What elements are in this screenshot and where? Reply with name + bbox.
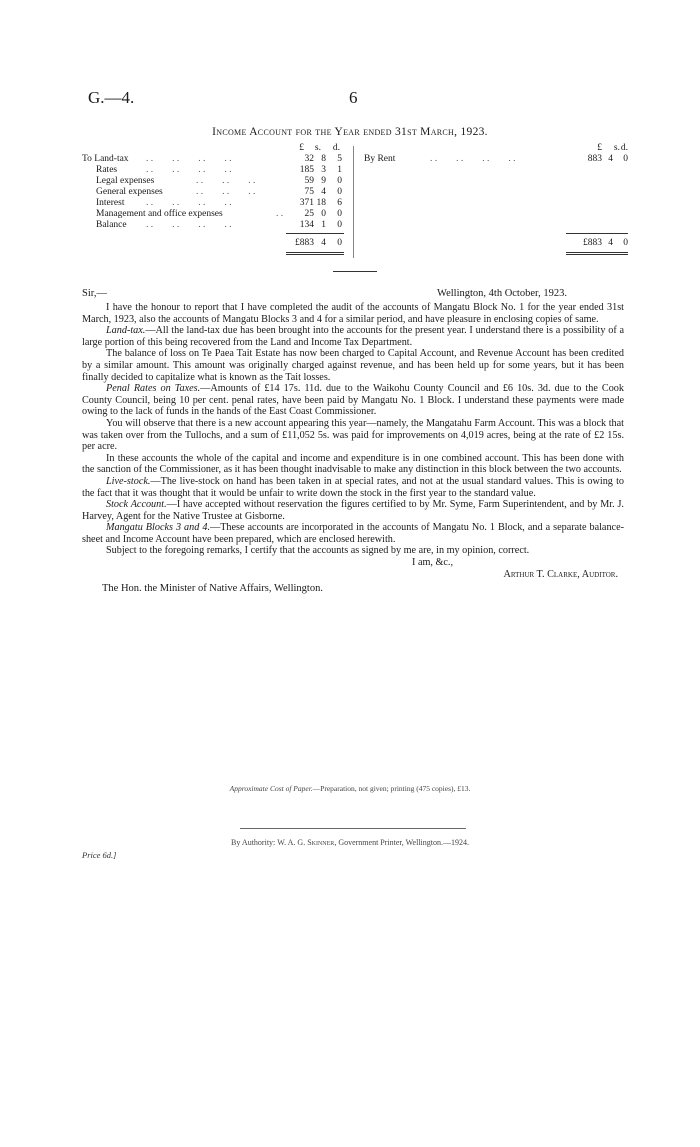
paragraph: In these accounts the whole of the capital and income and expenditure is in one combined account. This has been done with the sanction of the Commissioner, as it has been thought inadvisable to make any distinction in this block between the two accounts. [82, 452, 624, 476]
pence: 1 [337, 165, 342, 175]
paragraph-text: —All the land-tax due has been brought into the accounts for the present year. I understand there is a possibility of a large portion of this being recovered from the Land and Income Tax Department. [82, 325, 624, 348]
pence: 0 [337, 176, 342, 186]
cost-label: Approximate Cost of Paper. [229, 784, 313, 793]
row-label: Management and office expenses [96, 209, 223, 219]
pounds-header: £ [299, 143, 304, 153]
shillings: 9 [321, 176, 326, 186]
pounds: 59 [304, 176, 314, 186]
row-label: Legal expenses [96, 176, 155, 186]
pounds: 25 [304, 209, 314, 219]
section-divider [333, 271, 377, 272]
pence: 0 [623, 238, 628, 248]
authority-suffix: , Government Printer, Wellington.—1924. [334, 838, 469, 847]
paragraph [82, 499, 624, 522]
authority-line [0, 838, 700, 847]
cost-text: —Preparation, not given; printing (475 copies), £13. [312, 784, 471, 793]
signature: Arthur T. Clarke, Auditor. [503, 568, 618, 580]
pounds: £883 [295, 238, 314, 248]
paragraph [82, 325, 624, 348]
page-number: 6 [349, 88, 358, 107]
paragraph-text: —These accounts are incorporated in the accounts of Mangatu No. 1 Block, and a separate balance-sheet and Income Account have been prepared, which are enclosed herewith. [82, 522, 624, 545]
salutation: Sir,— [82, 288, 107, 299]
price: Price 6d.] [82, 850, 117, 860]
pence: 5 [337, 154, 342, 164]
pounds: 185 [299, 165, 314, 175]
paragraph: I have the honour to report that I have completed the audit of the accounts of Mangatu Block No. 1 for the year ended 31st March, 1923, also the accounts of Mangatu Blocks 3 and 4 for a similar period, and have pleasure in enclosing copies of same. [82, 302, 624, 325]
pence: 0 [337, 220, 342, 230]
pence: 0 [337, 209, 342, 219]
row-label: To Land-tax [82, 154, 129, 164]
paragraph-text: —Amounts of £14 17s. 11d. due to the Waikohu County Council and £6 10s. 3d. due to the Cook County Council, being 10 per cent. penal rates, have been paid by Mangatu No. 1 Block. I understand these payments were made owing to the lack of funds in the hands of the East Coast Commissioner. [82, 383, 624, 418]
footer-rule [240, 828, 466, 829]
account-title: Income Account for the Year ended 31st March, 1923. [212, 126, 488, 138]
column-divider [353, 146, 354, 258]
pence: 0 [337, 238, 342, 248]
row-label: Rates [96, 165, 118, 175]
paragraph [82, 476, 624, 499]
shillings: 4 [608, 238, 613, 248]
pounds: 75 [304, 187, 314, 197]
paragraph [82, 522, 624, 545]
shillings: 1 [321, 220, 326, 230]
pence-header: d. [332, 143, 340, 153]
page-reference: G.—4. [88, 88, 135, 107]
paragraph-heading: Penal Rates on Taxes. [106, 383, 201, 395]
total-rule [566, 254, 628, 255]
row-label: General expenses [96, 187, 163, 197]
printer-name: W. A. G. Skinner [277, 838, 335, 847]
row-label: Interest [96, 198, 125, 208]
shillings: 4 [608, 154, 613, 164]
pence: 0 [337, 187, 342, 197]
pounds: 371 [299, 198, 314, 208]
letter-body [82, 302, 624, 595]
paragraph: The balance of loss on Te Paea Tait Estate has now been charged to Capital Account, and Revenue Account has been credited by a similar amount. This amount was originally charged against revenue, and has been held up for some years, but it has been finally decided to capitalize what is known as the Tait losses. [82, 348, 624, 383]
addressee: The Hon. the Minister of Native Affairs, Wellington. [102, 583, 323, 595]
cost-note [0, 784, 700, 793]
shillings-header: s. [314, 143, 321, 153]
row-label: By Rent [364, 154, 396, 164]
subtotal-rule [286, 233, 344, 234]
total-rule [286, 254, 344, 255]
place-date: Wellington, 4th October, 1923. [437, 288, 567, 299]
paragraph [82, 383, 624, 418]
subtotal-rule [566, 233, 628, 234]
shillings: 3 [321, 165, 326, 175]
shillings: 18 [316, 198, 326, 208]
pounds: £883 [583, 238, 602, 248]
row-label: Balance [96, 220, 127, 230]
pence-header-right: d. [620, 143, 628, 153]
paragraph: Subject to the foregoing remarks, I certify that the accounts as signed by me are, in my opinion, correct. [106, 545, 530, 557]
paragraph-heading: Land-tax. [106, 325, 146, 337]
shillings: 0 [321, 209, 326, 219]
shillings: 8 [321, 154, 326, 164]
pounds: 134 [299, 220, 314, 230]
shillings-header-right: s. [613, 143, 620, 153]
paragraph-text: —The live-stock on hand has been taken in at special rates, and not at the usual standard values. This is owing to the fact that it was thought that it would be unfair to write down the stock in the first year to the standard value. [82, 475, 624, 499]
shillings: 4 [321, 238, 326, 248]
pence: 6 [337, 198, 342, 208]
total-rule [286, 252, 344, 253]
pence: 0 [623, 154, 628, 164]
paragraph-heading: Stock Account. [106, 499, 167, 511]
pounds: 32 [304, 154, 314, 164]
paragraph: You will observe that there is a new account appearing this year—namely, the Mangatahu Farm Account. This was a block that was taken over from the Tullochs, and a sum of £11,052 5s. was paid for improvements on 4,019 acres, being at the rate of £2 15s. per acre. [82, 417, 624, 453]
closing: I am, &c., [412, 557, 454, 569]
authority-prefix: By Authority: [231, 838, 276, 847]
pounds-header-right: £ [597, 143, 602, 153]
pounds: 883 [587, 154, 602, 164]
total-rule [566, 252, 628, 253]
paragraph-text: —I have accepted without reservation the figures certified to by Mr. Syme, Farm Superintendent, and by Mr. J. Harvey, Agent for the Native Trustee at Gisborne. [82, 499, 624, 522]
income-account-table: £ s. d. £ s. d. To Land-tax . . . . . . . . 32 8 5 Rates . . . . . . . . 185 3 1 Legal expenses . . . . . . 59 9 0 General expenses . . . . . . 75 4 0 Interest . . . . . . . . 371 18 6 Management and office expenses . . 25 0 0 Balance . . . . . . . . 134 1 0 £883 4 0 By Rent . . . . . . . . 883 4 0 £883 4 0 [0, 0, 700, 270]
shillings: 4 [321, 187, 326, 197]
paragraph-heading: Live-stock. [106, 475, 151, 487]
paragraph-heading: Mangatu Blocks 3 and 4. [106, 522, 210, 534]
